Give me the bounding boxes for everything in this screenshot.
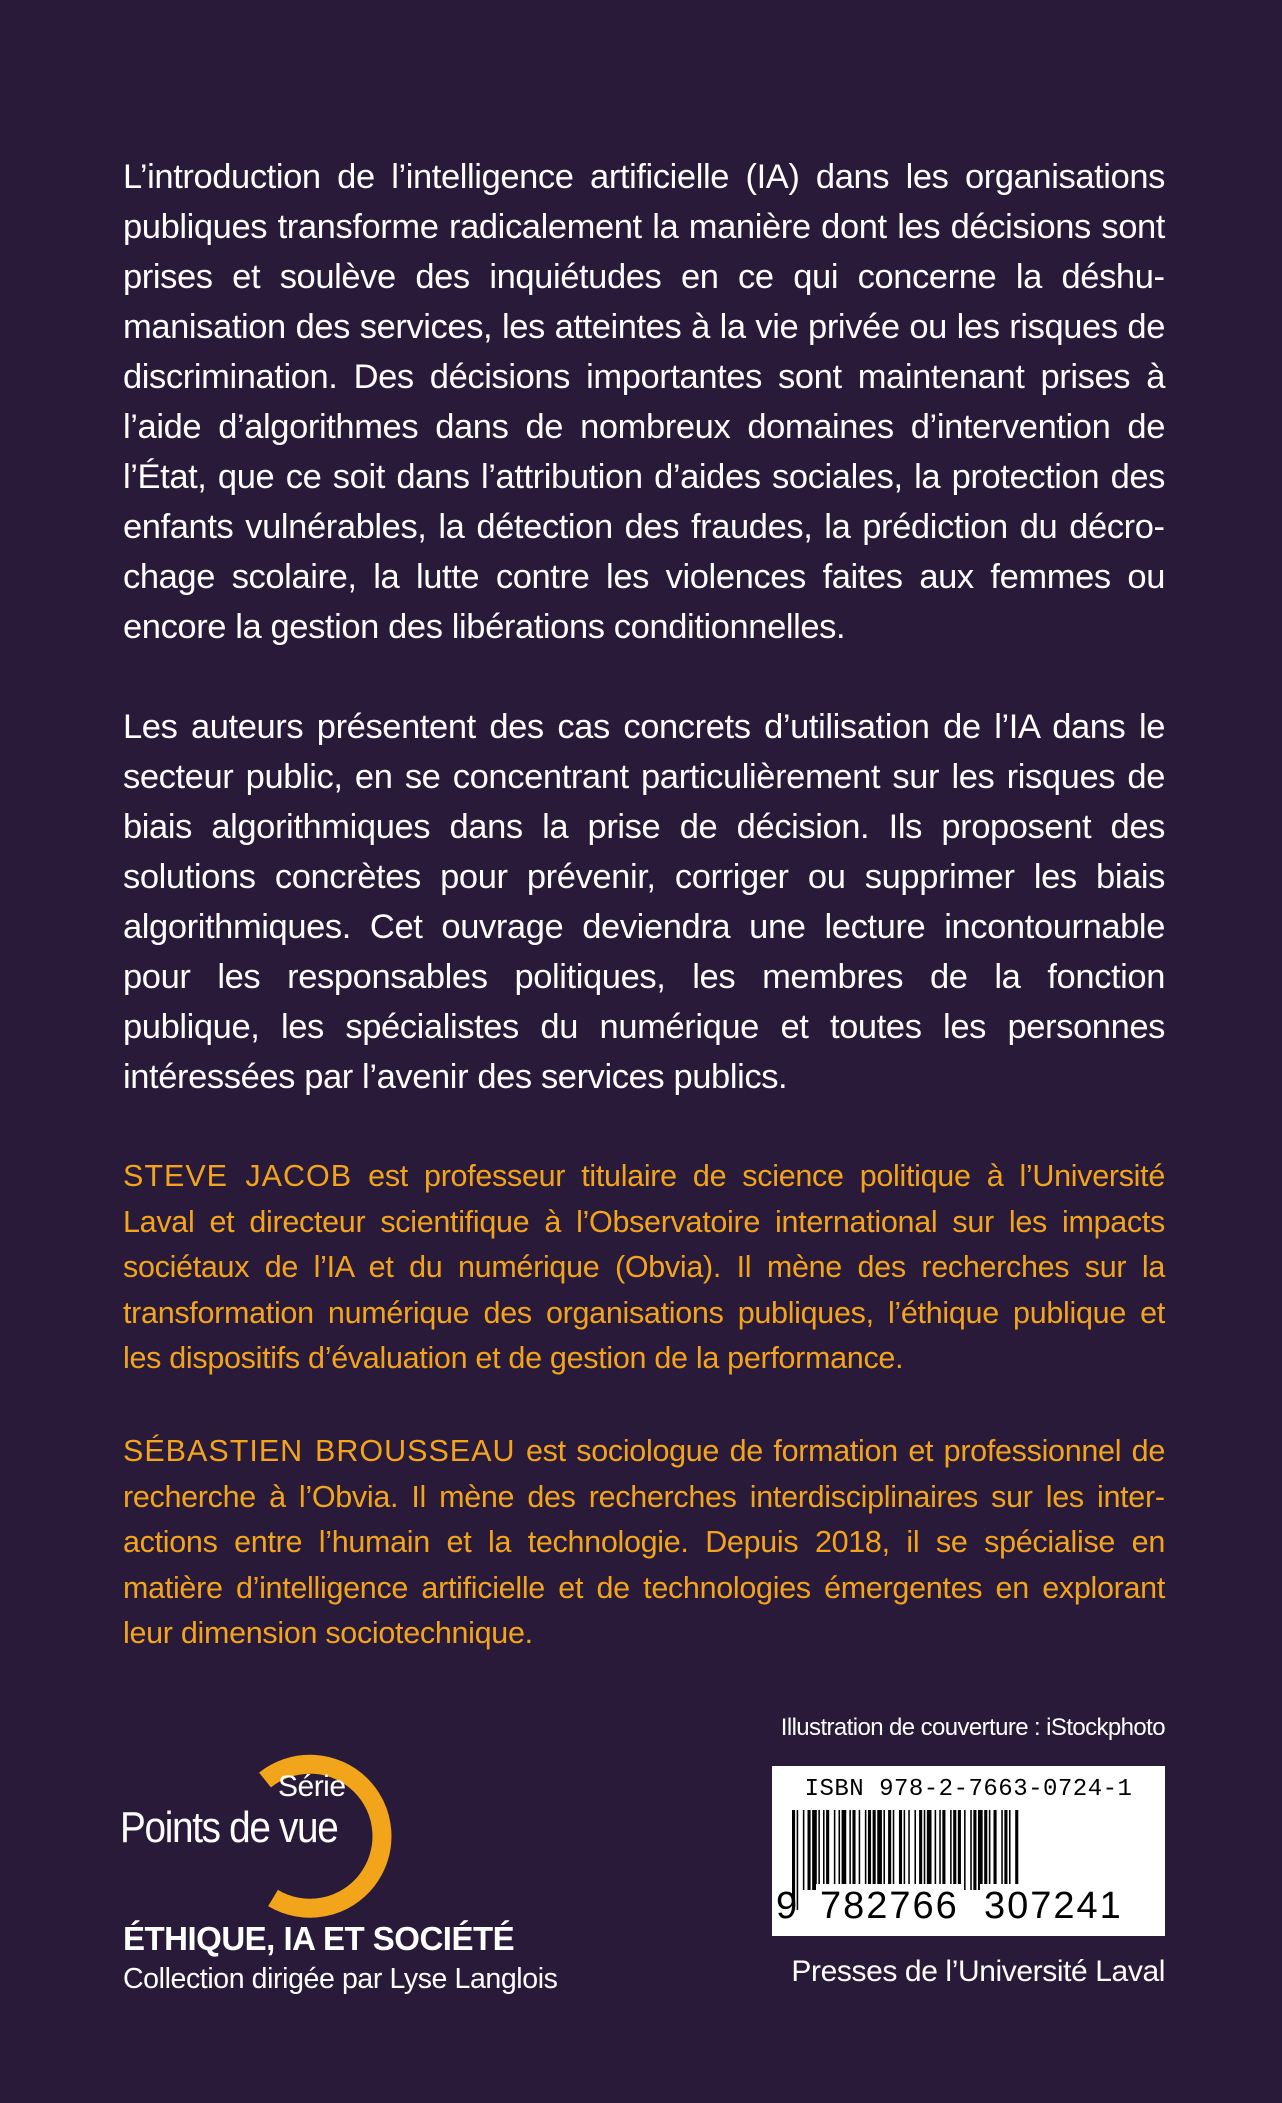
barcode-bar <box>984 1810 987 1890</box>
barcode-bar <box>888 1810 891 1890</box>
barcode-bar <box>989 1810 991 1890</box>
barcode-bar <box>834 1810 836 1890</box>
barcode-bar <box>818 1810 820 1890</box>
barcode-bar <box>964 1810 966 1890</box>
barcode-bar <box>927 1810 932 1890</box>
illustration-credit: Illustration de couverture : iStockphoto <box>780 1714 1165 1741</box>
collection-director: Collection dirigée par Lyse Langlois <box>123 1963 558 1995</box>
series-name: Points de vue <box>120 1803 338 1852</box>
barcode-bar <box>914 1810 916 1890</box>
barcode-bar <box>924 1810 926 1890</box>
barcode-bar <box>958 1810 961 1890</box>
barcode-bar <box>826 1810 829 1890</box>
barcode-bar <box>839 1810 841 1890</box>
barcode-bar <box>919 1810 922 1890</box>
barcode-bar <box>893 1810 895 1890</box>
description-paragraph-2: Les auteurs présentent des cas concrets d’utilisation de l’IA dans le secteur public, en se concentrant particulièrement sur les risques de biais algorithmiques dans la prise de décision. Ils proposent des solutions concrètes pour prévenir, corriger ou supprimer les biais algorithmiques. Cet ouvrage deviendra une lecture incontournable pour les responsables politiques, les membres de la fonction publique, les spécialistes du numérique et toutes les personnes intéressées par l’avenir des services publics. <box>123 708 1165 1096</box>
barcode-bar <box>873 1810 876 1890</box>
barcode-bar <box>950 1810 952 1890</box>
barcode-digits <box>772 1884 1165 1929</box>
barcode-digits-left: 782766 <box>816 1884 963 1929</box>
barcode-bar <box>953 1810 956 1890</box>
barcode-bar <box>1004 1810 1007 1890</box>
barcode-bar <box>823 1810 825 1890</box>
barcode-bar <box>973 1810 976 1890</box>
barcode-bar <box>849 1810 851 1890</box>
barcode-bar <box>970 1810 972 1890</box>
barcode-bar <box>883 1810 885 1890</box>
isbn-label: ISBN 978-2-7663-0724-1 <box>804 1776 1133 1803</box>
series-label: Série <box>278 1770 346 1803</box>
barcode-bar <box>812 1810 817 1890</box>
barcode-bar <box>978 1810 983 1890</box>
publisher-name: Presses de l’Université Laval <box>791 1955 1165 1988</box>
barcode-bar <box>808 1810 811 1890</box>
barcode-bar <box>868 1810 871 1890</box>
author-bio-text: est sociologue de formation et professionnel de recherche à l’Obvia. Il mène des recherches interdisciplinaires sur les interactions entre l’humain et la technologie. Depuis 2018, il se spécialise en matière d’intelligence artificielle et de technologies émergentes en explorant leur dimension sociotechnique. <box>123 1434 1165 1650</box>
barcode-bar <box>877 1810 882 1890</box>
barcode-bar <box>899 1810 902 1890</box>
barcode-bar <box>842 1810 847 1890</box>
series-logo <box>120 1750 420 1870</box>
description-paragraph-1: L’introduction de l’intelligence artificielle (IA) dans les organisations publiques transforme radicalement la manière dont les décisions sont prises et soulève des inquiétudes en ce qui concerne la déshumanisation des services, les atteintes à la vie privée ou les risques de discrimination. Des décisions importantes sont maintenant prises à l’aide d’algorithmes dans de nombreux domaines d’intervention de l’État, que ce soit dans l’attribution d’aides sociales, la protection des enfants vulnérables, la détection des fraudes, la prédiction du décrochage scolaire, la lutte contre les violences faites aux femmes ou encore la gestion des libérations conditionnelles. <box>123 158 1165 646</box>
author-bio-text: est professeur titulaire de science politique à l’Université Laval et directeur scientifique à l’Observatoire international sur les impacts sociétaux de l’IA et du numérique (Obvia). Il mène des recherches sur la transformation numérique des organisations publiques, l’éthique publique et les dispositifs d’évaluation et de gestion de la performance. <box>123 1159 1165 1375</box>
author-name: SÉBASTIEN BROUSSEAU <box>123 1434 516 1468</box>
barcode-bar <box>859 1810 861 1890</box>
barcode-bar <box>803 1810 805 1890</box>
barcode-bar <box>852 1810 855 1890</box>
barcode-bar <box>939 1810 941 1890</box>
barcode-bar <box>942 1810 945 1890</box>
barcode-bar <box>1001 1810 1003 1890</box>
isbn-barcode <box>772 1766 1165 1936</box>
barcode-bar <box>865 1810 867 1890</box>
author-bio-2 <box>123 1429 1165 1657</box>
barcode-bar <box>994 1810 997 1890</box>
author-name: STEVE JACOB <box>123 1159 353 1193</box>
barcode-digit-first: 9 <box>776 1885 798 1927</box>
barcode-digits-right: 307241 <box>980 1884 1127 1929</box>
barcode-bar <box>935 1810 937 1890</box>
author-bio-1 <box>123 1154 1165 1382</box>
collection-title: ÉTHIQUE, IA ET SOCIÉTÉ <box>123 1920 515 1957</box>
